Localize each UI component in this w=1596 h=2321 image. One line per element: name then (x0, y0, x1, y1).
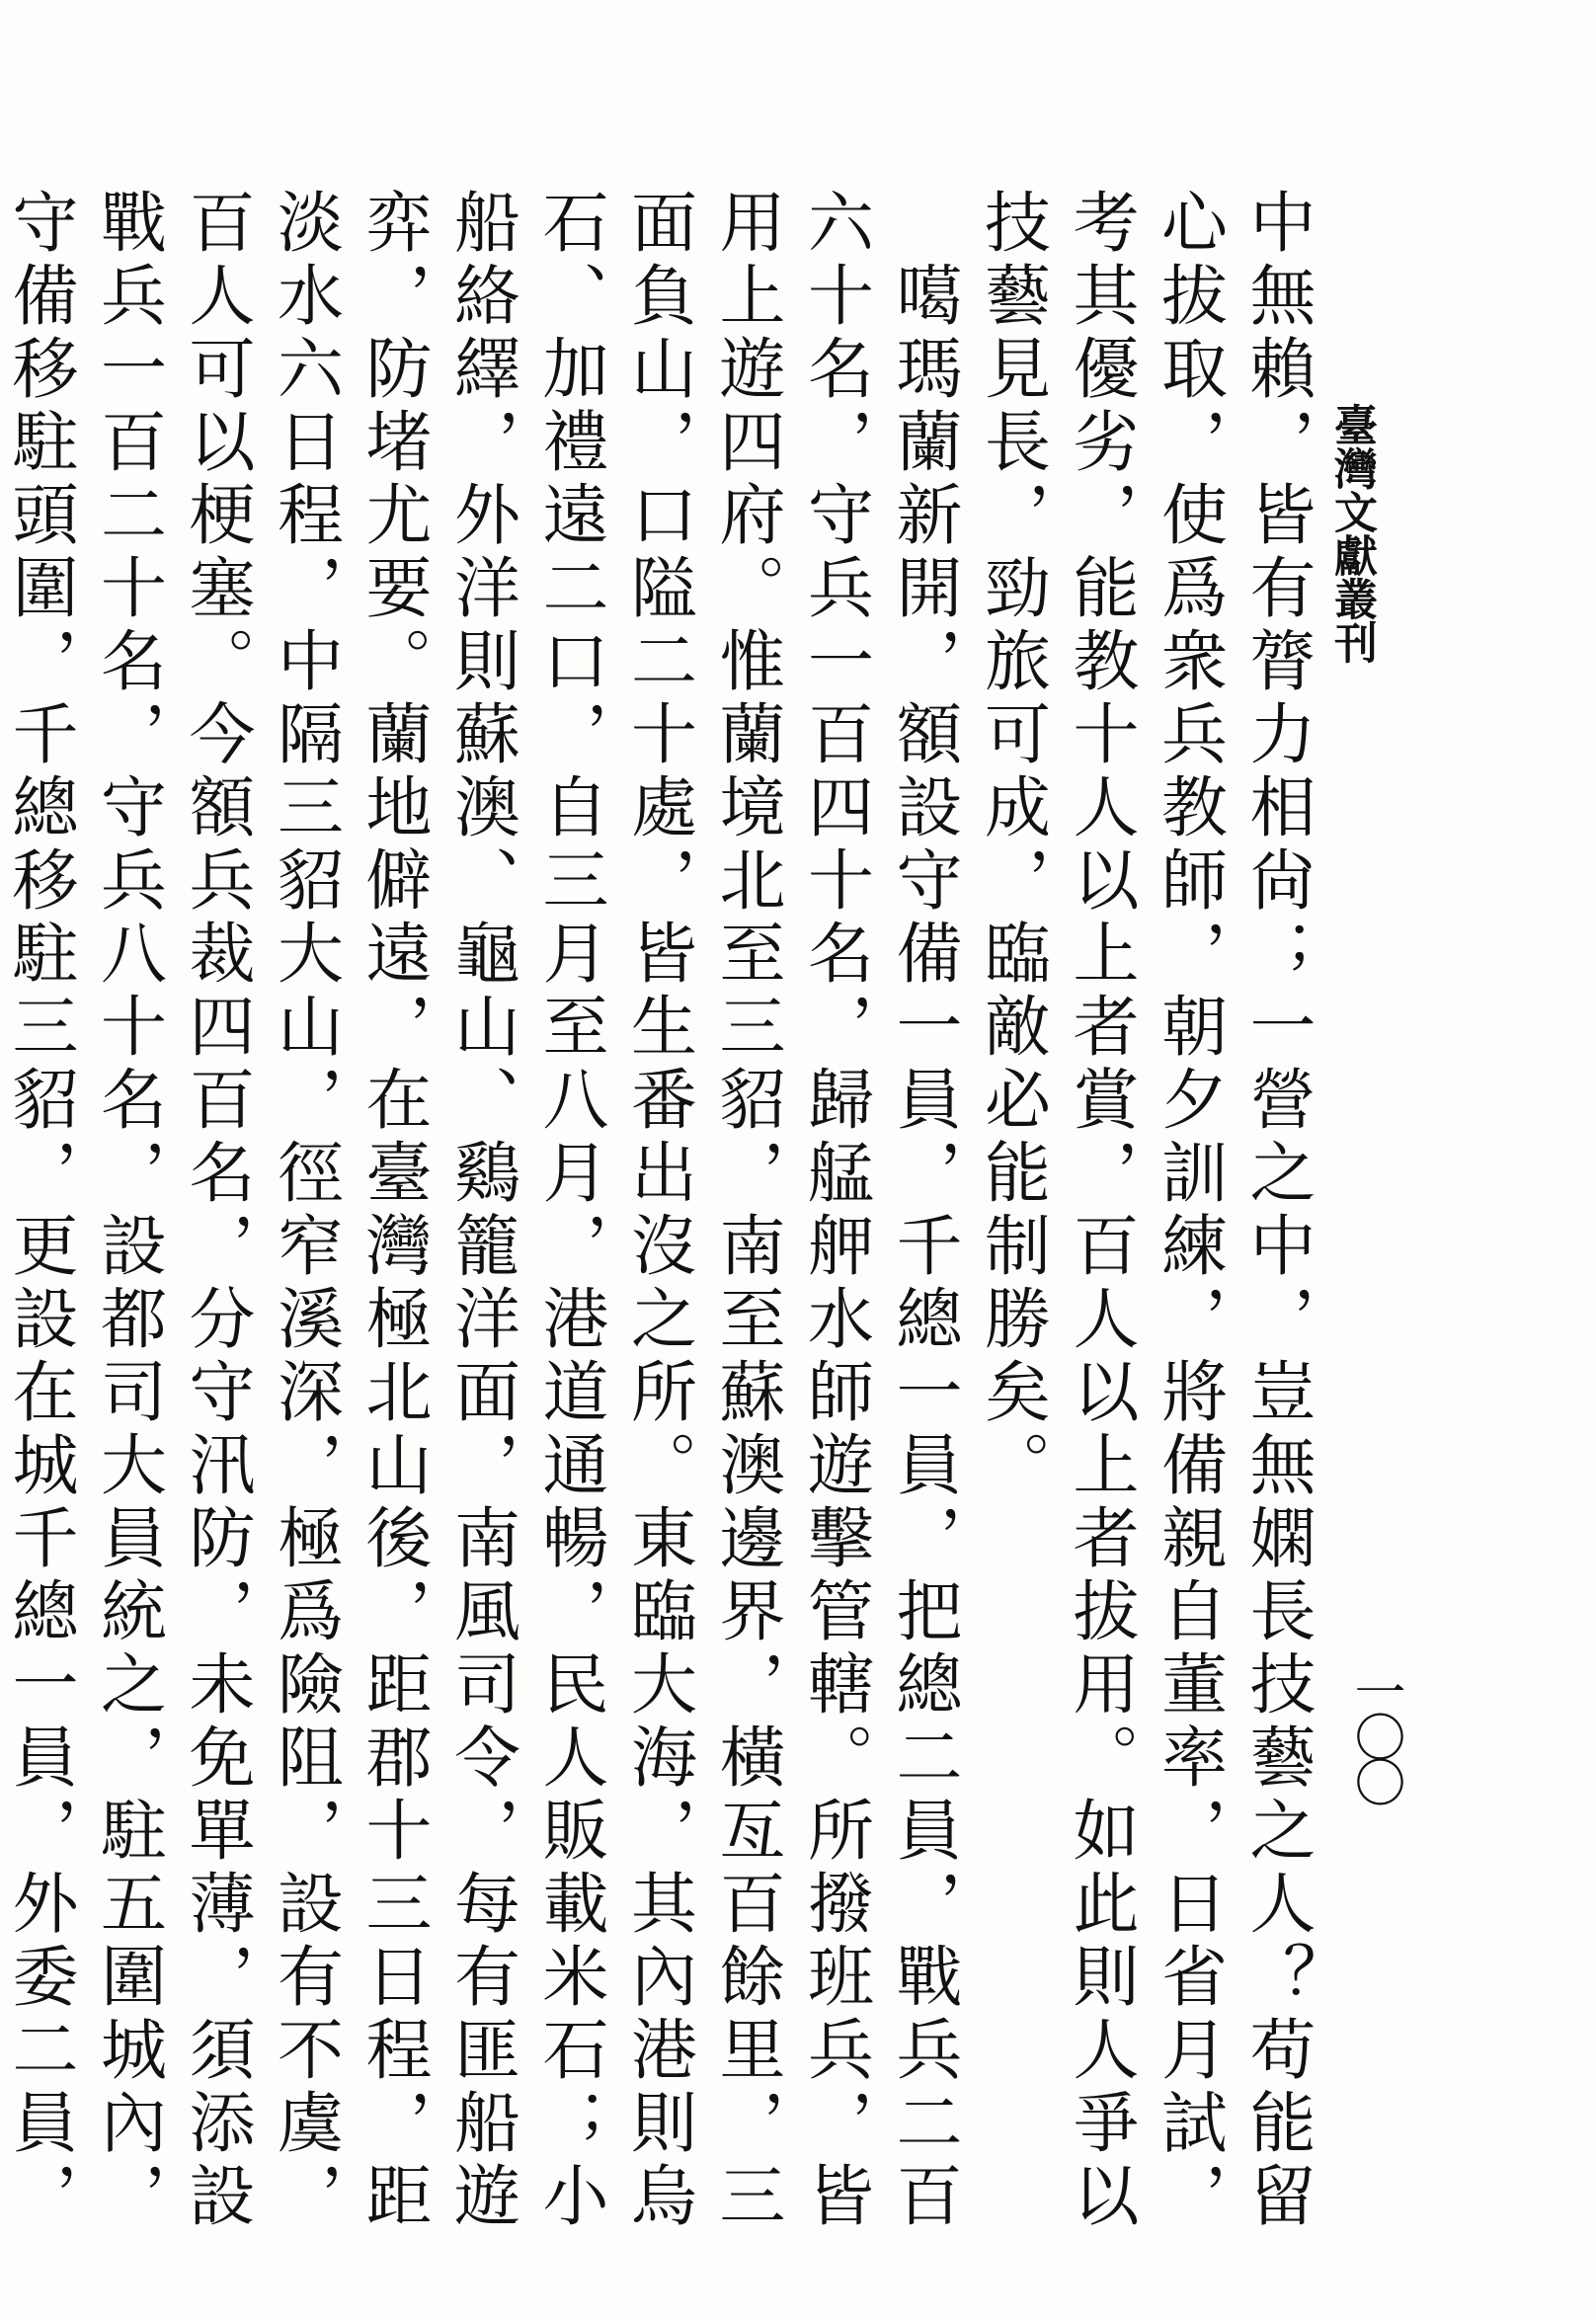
page-number: 一〇〇 (1345, 1665, 1404, 1801)
paragraph-kavalan-garrison: 噶瑪蘭新開，額設守備一員，千總一員，把總二員，戰兵二百六十名，守兵一百四十名，歸艋舺水師遊擊管轄。所撥班兵，皆用上遊四府。惟蘭境北至三貂，南至蘇澳邊界，橫亙百餘里，三面負山，口隘二十處，皆生番出沒之所。東臨大海，其內港則烏石、加禮遠二口，自三月至八月，港道通暢，民人販載米石；小船絡繹，外洋則蘇澳、龜山、鷄籠洋面，南風司令，每有匪船遊弈，防堵尤要。蘭地僻遠，在臺灣極北山後，距郡十三日程，距淡水六日程，中隔三貂大山，徑窄溪深，極爲險阻，設有不虞，百人可以梗塞。今額兵裁四百名，分守汛防，未免單薄，須添設戰兵一百二十名，守兵八十名，設都司大員統之，駐五圍城內，守備移駐頭圍，千總移駐三貂，更設在城千總一員，外委二員， (2, 188, 963, 2234)
paragraph-continued: 中無賴，皆有膂力相尙；一營之中，豈無嫻長技藝之人？苟能留心拔取，使爲衆兵教師，朝夕訓練，將備親自董率，日省月試，考其優劣，能教十人以上者賞，百人以上者拔用。如此則人爭以技藝見長，勁旅可成，臨敵必能制勝矣。 (974, 188, 1317, 2234)
running-title: 臺灣文獻叢刊 (1326, 403, 1377, 664)
body-text (0, 188, 1321, 2281)
